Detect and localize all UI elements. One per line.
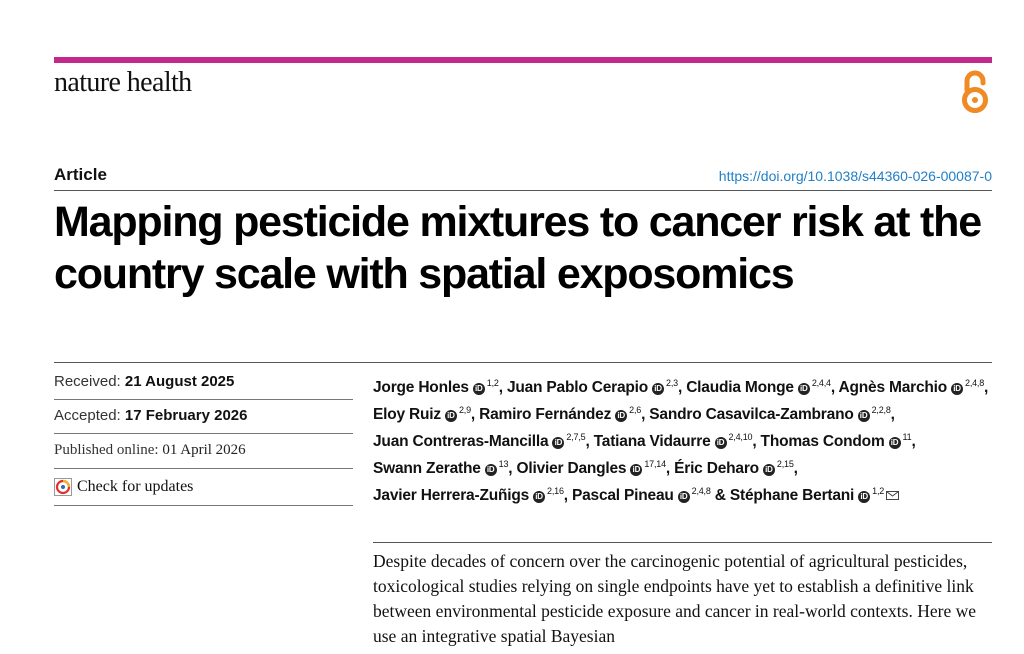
date-divider [54,399,353,400]
orcid-icon[interactable]: iD [858,410,870,422]
author[interactable]: Olivier Dangles iD$^{17,14}$, [516,459,670,477]
date-divider [54,505,353,506]
header-divider [54,190,992,191]
orcid-icon[interactable]: iD [678,491,690,503]
author[interactable]: Pascal Pineau iD$^{2,4,8}$ & [571,486,726,504]
orcid-icon[interactable]: iD [552,437,564,449]
orcid-icon[interactable]: iD [445,410,457,422]
orcid-icon[interactable]: iD [615,410,627,422]
orcid-icon[interactable]: iD [485,464,497,476]
orcid-icon[interactable]: iD [763,464,775,476]
author[interactable]: Swann Zerathe iD$^{13}$, [373,459,513,477]
date-divider [54,433,353,434]
orcid-icon[interactable]: iD [715,437,727,449]
author[interactable]: Javier Herrera-Zuñigs iD$^{2,16}$, [373,486,568,504]
orcid-icon[interactable]: iD [533,491,545,503]
mail-icon[interactable] [886,491,899,500]
author[interactable]: Thomas Condom iD$^{11}$, [760,432,916,450]
author[interactable]: Juan Contreras-Mancilla iD$^{2,7,5}$, [373,432,590,450]
orcid-icon[interactable]: iD [951,383,963,395]
author[interactable]: Stéphane Bertani iD$^{1,2}$ [730,487,899,504]
article-type: Article [54,165,107,184]
check-updates-label: Check for updates [77,478,194,495]
author[interactable]: Eloy Ruiz iD$^{2,9}$, [373,405,475,423]
abstract-text: Despite decades of concern over the carcinogenic potential of agricultural pesticides, toxicological studies relying on single endpoints have yet to establish a definitive link between environmental pesticide exposure and cancer in real-world contexts. Here we use an integrative spatial Bayesian [373,551,977,646]
article-title: Mapping pesticide mixtures to cancer risk at the country scale with spatial exposomics [54,198,981,298]
received-date: Received: 21 August 2025 [54,373,235,390]
author[interactable]: Juan Pablo Cerapio iD$^{2,3}$, [506,378,683,396]
date-divider [54,468,353,469]
author[interactable]: Éric Deharo iD$^{2,15}$, [674,459,798,477]
author[interactable]: Claudia Monge iD$^{2,4,4}$, [686,378,835,396]
author-list [373,372,993,507]
published-date: Published online: 01 April 2026 [54,442,246,458]
author[interactable]: Sandro Casavilca-Zambrano iD$^{2,2,8}$, [649,405,895,423]
open-access-lock-icon[interactable] [958,70,992,114]
journal-name[interactable]: nature health [54,67,192,98]
orcid-icon[interactable]: iD [858,491,870,503]
author[interactable]: Agnès Marchio iD$^{2,4,8}$, [838,378,989,396]
check-for-updates-button[interactable] [54,478,193,496]
abstract-divider [373,542,992,543]
orcid-icon[interactable]: iD [473,383,485,395]
check-updates-icon [54,478,72,496]
accepted-date: Accepted: 17 February 2026 [54,407,248,424]
author[interactable]: Jorge Honles iD$^{1,2}$, [373,378,503,396]
orcid-icon[interactable]: iD [798,383,810,395]
meta-divider [54,362,992,363]
doi-link[interactable]: https://doi.org/10.1038/s44360-026-00087-0 [718,168,992,184]
orcid-icon[interactable]: iD [889,437,901,449]
journal-accent-bar [54,57,992,63]
author[interactable]: Tatiana Vidaurre iD$^{2,4,10}$, [593,432,757,450]
author[interactable]: Ramiro Fernández iD$^{2,6}$, [479,405,646,423]
orcid-icon[interactable]: iD [630,464,642,476]
orcid-icon[interactable]: iD [652,383,664,395]
